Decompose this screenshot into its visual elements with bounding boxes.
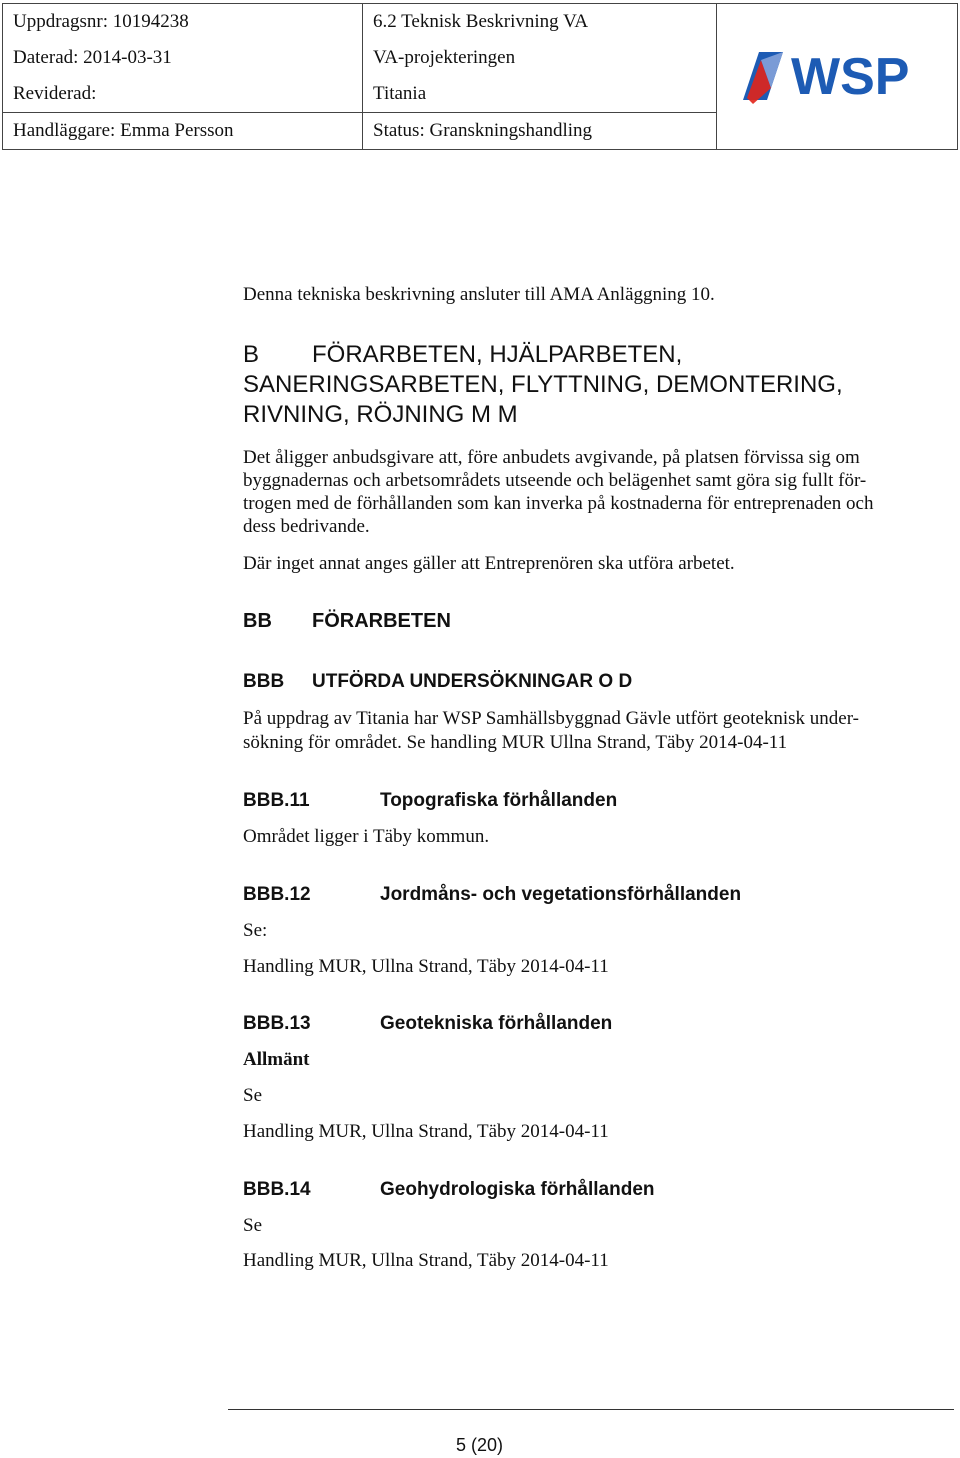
- section-b-para2: Där inget annat anges gäller att Entreprenören ska utföra arbetet.: [243, 553, 735, 574]
- intro-text: Denna tekniska beskrivning ansluter till AMA Anläggning 10.: [243, 284, 715, 305]
- bbb12-line1: Se:: [243, 920, 268, 941]
- bbb14-line1: Se: [243, 1215, 262, 1236]
- bbb12-title: Jordmåns- och vegetationsförhållanden: [380, 884, 742, 905]
- client-name: Titania: [363, 76, 717, 113]
- section-b-para-line: dess bedrivande.: [243, 516, 370, 537]
- logo-cell: [717, 4, 958, 150]
- section-bbb-code: BBB: [243, 671, 285, 692]
- revised-field: Reviderad:: [3, 76, 363, 113]
- section-bbb-para-line: sökning för området. Se handling MUR Ullna Strand, Täby 2014-04-11: [243, 732, 788, 753]
- bbb14-line2: Handling MUR, Ullna Strand, Täby 2014-04-11: [243, 1250, 609, 1271]
- bbb11-code: BBB.11: [243, 790, 310, 811]
- bbb12-line2: Handling MUR, Ullna Strand, Täby 2014-04-11: [243, 956, 609, 977]
- assignment-number: Uppdragsnr: 10194238: [3, 4, 363, 41]
- handler-field: Handläggare: Emma Persson: [3, 112, 363, 149]
- bbb13-code: BBB.13: [243, 1013, 311, 1034]
- bbb13-title: Geotekniska förhållanden: [380, 1013, 613, 1034]
- section-b-title-line3: RIVNING, RÖJNING M M: [243, 401, 518, 428]
- wsp-logo: [737, 38, 937, 110]
- section-bbb-title: UTFÖRDA UNDERSÖKNINGAR O D: [312, 671, 633, 692]
- section-bb-title: FÖRARBETEN: [312, 610, 451, 632]
- bbb13-line2: Handling MUR, Ullna Strand, Täby 2014-04-11: [243, 1121, 609, 1142]
- bbb12-code: BBB.12: [243, 884, 311, 905]
- section-bb-code: BB: [243, 610, 272, 632]
- date-field: Daterad: 2014-03-31: [3, 40, 363, 76]
- section-b-code: B: [243, 341, 260, 368]
- document-title: 6.2 Teknisk Beskrivning VA: [363, 4, 717, 41]
- bbb13-subheading: Allmänt: [243, 1049, 310, 1070]
- bbb11-title: Topografiska förhållanden: [380, 790, 618, 811]
- project-name: VA-projekteringen: [363, 40, 717, 76]
- document-header: [2, 3, 957, 150]
- footer-divider: [228, 1409, 954, 1410]
- section-b-title-line1: FÖRARBETEN, HJÄLPARBETEN,: [312, 341, 683, 368]
- section-b-title-line2: SANERINGSARBETEN, FLYTTNING, DEMONTERING,: [243, 371, 843, 398]
- section-b-para-line: trogen med de förhållanden som kan inverka på kostnaderna för entreprenaden och: [243, 493, 874, 514]
- status-field: Status: Granskningshandling: [363, 112, 717, 149]
- header-table: [2, 3, 958, 150]
- bbb11-text: Området ligger i Täby kommun.: [243, 826, 490, 847]
- section-b-para-line: Det åligger anbudsgivare att, före anbudets avgivande, på platsen förvissa sig om: [243, 447, 860, 468]
- bbb13-line1: Se: [243, 1085, 262, 1106]
- section-bbb-para-line: På uppdrag av Titania har WSP Samhällsbyggnad Gävle utfört geoteknisk under-: [243, 708, 859, 729]
- logo-text: WSP: [791, 47, 910, 106]
- page-number: 5 (20): [456, 1435, 504, 1455]
- bbb14-code: BBB.14: [243, 1179, 311, 1200]
- bbb14-title: Geohydrologiska förhållanden: [380, 1179, 655, 1200]
- section-b-para-line: byggnadernas och arbetsområdets utseende och belägenhet samt göra sig fullt för-: [243, 470, 867, 491]
